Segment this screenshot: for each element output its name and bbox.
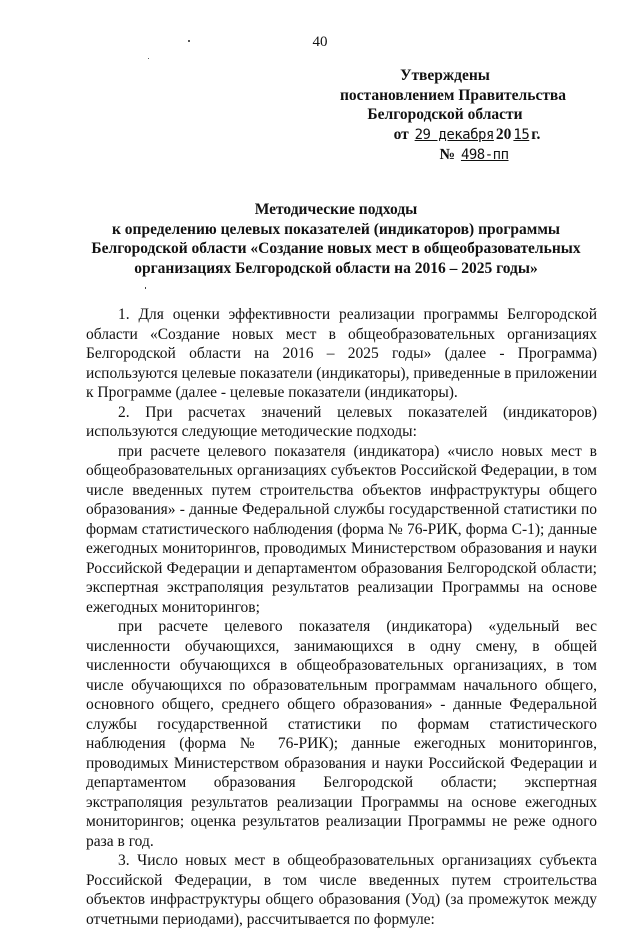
date-year: 15: [513, 126, 530, 143]
paragraph-4: при расчете целевого показателя (индикатора) «удельный вес численности обучающихся, занимающихся в одну смену, в общей численности обучающихся в общеобразовательных организациях, в том числе обучающихся по образовательным программам начального общего, основного общего, среднего общего образования» - данные Федеральной службы государственной статистики по формам статистического наблюдения (форма № 76-РИК); данные ежегодных мониторингов, проводимых Министерством образования и науки Российской Федерации и департаментом образования Белгородской области; экспертная экстраполяция результатов реализации Программы на основе ежегодных мониторингов; оценка результатов реализации Программы не реже одного раза в год.: [86, 618, 597, 850]
approval-line: Белгородской области: [367, 106, 523, 123]
approval-block: [340, 66, 567, 166]
paragraph-2: 2. При расчетах значений целевых показателей (индикаторов) используются следующие методические подходы:: [86, 403, 597, 440]
date-day-month: 29 декабря: [414, 126, 494, 143]
scan-speck: [145, 287, 146, 289]
title-line: Методические подходы: [254, 201, 418, 218]
page-number: 40: [312, 34, 328, 50]
approval-date: [340, 125, 550, 146]
approval-line: Утверждены: [400, 67, 490, 84]
paragraph-5: 3. Число новых мест в общеобразовательных организациях субъекта Российской Федерации, в том числе введенных путем строительства объектов инфраструктуры общего образования (Уод) (за промежуток между отчетными периодами), рассчитывается по формуле:: [86, 852, 597, 928]
scan-speck: [148, 58, 149, 59]
paragraph-3: при расчете целевого показателя (индикатора) «число новых мест в общеобразовательных организациях субъектов Российской Федерации, в том числе введенных путем строительства объектов инфраструктуры общего образования» - данные Федеральной службы государственной статистики по формам статистического наблюдения (форма № 76-РИК, форма С-1); данные ежегодных мониторингов, проводимых Министерством образования и науки Российской Федерации и департаментом образования Белгородской области; экспертная экстраполяция результатов реализации Программы на основе ежегодных мониторингов;: [86, 442, 597, 616]
title-line: Белгородской области «Создание новых мест в общеобразовательных: [91, 240, 581, 257]
title-line: организациях Белгородской области на 2016 – 2025 годы»: [134, 259, 538, 277]
approval-number: [340, 145, 550, 166]
document-number: 498-пп: [460, 147, 509, 163]
date-suffix: г.: [531, 125, 541, 143]
date-year-prefix: 20: [495, 125, 512, 143]
title-line: к определению целевых показателей (индикаторов) программы: [111, 220, 561, 238]
body-text: [86, 305, 597, 929]
paragraph-1: 1. Для оценки эффективности реализации программы Белгородской области «Создание новых мест в общеобразовательных организациях Белгородской области на 2016 – 2025 годы» (далее - Программа) используются целевые показатели (индикаторы), приведенные в приложении к Программе (далее - целевые показатели (индикаторы).: [86, 306, 598, 401]
approval-line: постановлением Правительства: [340, 86, 567, 104]
number-prefix: №: [439, 146, 456, 163]
date-prefix: от: [393, 125, 409, 143]
document-title: [86, 200, 586, 278]
